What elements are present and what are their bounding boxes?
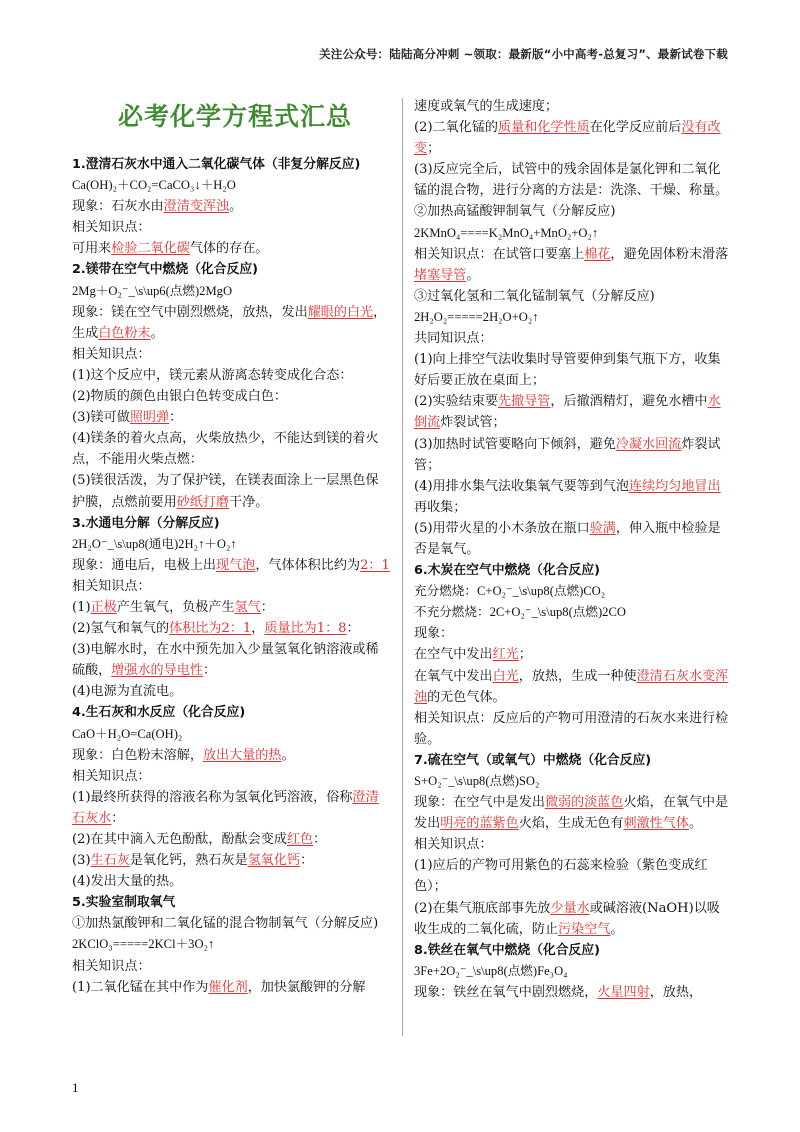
text-segment: (3)电解水时，在水中预先加入少量氢氧化钠溶液或稀硫酸， xyxy=(72,642,379,679)
equation-line xyxy=(414,602,732,623)
highlight-text: 增强水的导电性 xyxy=(111,663,203,679)
text-segment: ③过氧化氢和二氧化锰制氧气（分解反应) xyxy=(414,288,655,304)
section-heading xyxy=(414,560,732,581)
highlight-text: 2：1 xyxy=(360,557,390,573)
highlight-text: 白光 xyxy=(492,668,519,684)
text-segment: 现象：石灰水由 xyxy=(72,199,164,215)
text-line xyxy=(414,982,732,1003)
text-segment: (2)物质的颜色由银白色转变成白色： xyxy=(72,389,287,405)
text-segment: 相关知识点： xyxy=(72,578,151,594)
text-segment: 相关知识点： xyxy=(72,768,151,784)
highlight-text: 冷凝水回流 xyxy=(615,436,682,452)
highlight-text: 红色 xyxy=(286,832,314,847)
text-segment: 炸裂试管； xyxy=(414,436,721,473)
text-line xyxy=(414,391,732,433)
text-segment: 。 xyxy=(466,267,480,283)
highlight-text: 堵塞导管 xyxy=(414,267,467,283)
text-segment: (2)在集气瓶底部事先放 xyxy=(414,900,551,916)
text-line xyxy=(72,217,390,238)
text-segment: (1)最终所获得的溶液名称为氢氧化钙溶液，俗称 xyxy=(72,789,353,805)
text-line xyxy=(72,344,390,365)
text-line xyxy=(72,302,390,344)
text-segment: 相关知识点： xyxy=(414,837,493,853)
highlight-text: 红光 xyxy=(492,647,519,663)
section-heading xyxy=(72,892,390,913)
text-segment: 1.澄清石灰水中通入二氧化碳气体（非复分解反应) xyxy=(72,157,361,172)
text-segment: (5)镁很活泼，为了保护镁，在镁表面涂上一层黑色保护膜，点燃前要用 xyxy=(72,473,379,510)
text-segment: 在化学反应前后 xyxy=(589,120,682,136)
section-heading xyxy=(72,513,390,534)
text-segment: 4.生石灰和水反应（化合反应) xyxy=(72,705,246,721)
equation-line xyxy=(414,223,732,244)
text-segment: (2)在其中滴入无色酚酞，酚酞会变成 xyxy=(72,832,287,847)
text-segment: ： xyxy=(300,853,314,869)
text-segment: (3)加热时试管要略向下倾斜，避免 xyxy=(414,436,616,452)
page-number: 1 xyxy=(72,1080,79,1095)
text-segment: ， xyxy=(251,621,265,637)
left-content xyxy=(72,154,390,998)
highlight-text: 正极 xyxy=(90,599,117,615)
text-segment: (1)向上排空气法收集时导管要伸到集气瓶下方，收集好后要正放在桌面上； xyxy=(414,352,721,389)
text-line xyxy=(72,639,390,681)
text-segment: ； xyxy=(518,647,532,663)
text-segment: 现象： xyxy=(414,626,454,642)
text-line xyxy=(72,428,390,470)
text-segment: 相关知识点： xyxy=(72,958,151,974)
text-segment: ： xyxy=(346,621,360,637)
highlight-text: 火星四射 xyxy=(597,984,650,1000)
equation-line xyxy=(72,724,390,745)
text-segment: ： xyxy=(313,832,327,847)
text-segment: ，避免固体粉末滑落 xyxy=(610,246,729,262)
text-segment: ： xyxy=(169,410,183,426)
text-segment: 8.铁丝在氧气中燃烧（化合反应) xyxy=(414,942,600,958)
text-segment: (1) xyxy=(72,599,91,615)
text-segment: 2.镁带在空气中燃烧（化合反应) xyxy=(72,262,258,278)
equation-line xyxy=(414,961,732,982)
text-segment: ： xyxy=(202,663,217,679)
text-segment: (4)电源为直流电。 xyxy=(72,684,183,700)
equation-line xyxy=(72,534,390,555)
text-segment: (1)这个反应中，镁元素从游离态转变成化合态： xyxy=(72,367,353,383)
text-segment: ，放热， xyxy=(649,984,703,1000)
highlight-text: 氢氧化钙 xyxy=(247,853,301,869)
column-divider xyxy=(402,98,403,1036)
text-segment: 在空气中发出 xyxy=(414,647,493,663)
highlight-text: 质量比为1：8 xyxy=(264,621,347,637)
text-line xyxy=(414,898,732,940)
text-segment: 炸裂试管； xyxy=(440,415,506,431)
text-segment: ，伸入瓶中检验是否是氧气。 xyxy=(414,520,721,557)
text-line xyxy=(414,244,732,286)
highlight-text: 白色粉末 xyxy=(98,325,151,341)
text-segment: 。 xyxy=(229,199,243,215)
text-segment: 共同知识点： xyxy=(414,331,493,347)
text-segment: (4)发出大量的热。 xyxy=(72,874,183,890)
text-line xyxy=(72,618,390,639)
text-segment: (3)镁可做 xyxy=(72,410,130,426)
text-segment: 气体的存在。 xyxy=(189,241,269,257)
equation-line xyxy=(72,934,390,955)
highlight-text: 耀眼的白光 xyxy=(307,304,374,320)
highlight-text: 少量水 xyxy=(550,900,590,916)
text-segment: ； xyxy=(427,141,441,157)
text-segment: ①加热氯酸钾和二氧化锰的混合物制氧气（分解反应) xyxy=(72,916,379,932)
text-segment: 相关知识点： xyxy=(72,346,151,362)
highlight-text: 生石灰 xyxy=(90,853,130,869)
text-segment: 现象：通电后，电极上出 xyxy=(72,557,217,573)
text-line xyxy=(72,829,390,850)
highlight-text: 连续均匀地冒出 xyxy=(628,478,721,494)
text-segment: (4)镁条的着火点高，火柴放热少，不能达到镁的着火点，不能用火柴点燃： xyxy=(72,431,379,468)
text-line xyxy=(414,159,732,201)
text-line xyxy=(72,576,390,597)
text-line xyxy=(72,407,390,428)
text-line xyxy=(414,644,732,665)
text-segment: 或碱溶液(NaOH)以吸收生成的二氧化硫，防止 xyxy=(414,900,720,937)
text-segment: (2)实验结束要 xyxy=(414,394,499,410)
text-segment: ，气体体积比约为 xyxy=(255,557,361,573)
text-line xyxy=(414,286,732,307)
page-title: 必考化学方程式汇总 xyxy=(118,102,353,131)
equation-line xyxy=(72,175,390,196)
text-segment: 现象：白色粉末溶解， xyxy=(72,747,203,763)
text-line xyxy=(414,434,732,476)
text-segment: 2KMnO₄====K₂MnO₄+MnO₂+O₂↑ xyxy=(414,225,599,240)
text-line xyxy=(72,681,390,702)
text-segment: 可用来 xyxy=(72,241,112,257)
left-column xyxy=(72,96,390,998)
text-segment: 是氧化钙，熟石灰是 xyxy=(129,853,248,869)
highlight-text: 澄清石灰水变浑浊 xyxy=(414,668,729,705)
section-heading xyxy=(414,940,732,961)
text-segment: 相关知识点：反应后的产物可用澄清的石灰水来进行检验。 xyxy=(414,710,729,747)
text-line xyxy=(414,792,732,834)
text-segment: (1)应后的产物可用紫色的石蕊来检验（紫色变成红色）； xyxy=(414,858,708,895)
highlight-text: 砂纸打磨 xyxy=(176,494,230,510)
text-segment: 火焰，生成无色有 xyxy=(518,816,624,832)
text-segment: 2H₂O⁻_\s\up8(通电)2H₂↑＋O₂↑ xyxy=(72,536,237,551)
text-segment: 3.水通电分解（分解反应) xyxy=(72,515,220,531)
section-heading xyxy=(72,259,390,280)
text-segment: 再收集； xyxy=(414,499,467,515)
text-segment: (4)用排水集气法收集氧气要等到气泡 xyxy=(414,478,629,494)
text-line xyxy=(72,386,390,407)
text-segment: 现象：铁丝在氧气中剧烈燃烧， xyxy=(414,984,598,1000)
text-segment: 6.木炭在空气中燃烧（化合反应) xyxy=(414,563,600,579)
text-segment: 3Fe+2O₂⁻_\s\up8(点燃)Fe₃O₄ xyxy=(414,963,568,978)
text-segment: 2Mg＋O₂⁻_\s\up6(点燃)2MgO xyxy=(72,283,233,298)
text-line xyxy=(414,623,732,644)
highlight-text: 质量和化学性质 xyxy=(498,120,590,136)
text-segment: (1)二氧化锰在其中作为 xyxy=(72,979,209,995)
highlight-text: 水倒流 xyxy=(414,394,721,431)
text-segment: 。 xyxy=(281,747,295,763)
text-line xyxy=(414,476,732,518)
text-segment: 2KClO₃=====2KCl＋3O₂↑ xyxy=(72,937,215,952)
highlight-text: 没有改变 xyxy=(414,120,721,157)
text-segment: 5.实验室制取氧气 xyxy=(72,895,176,911)
equation-line xyxy=(414,771,732,792)
highlight-text: 澄清石灰水 xyxy=(72,789,379,826)
section-heading xyxy=(72,154,390,175)
text-line xyxy=(72,238,390,259)
highlight-text: 棉花 xyxy=(584,246,611,262)
text-line xyxy=(72,977,390,998)
text-line xyxy=(72,745,390,766)
text-segment: 相关知识点：在试管口要塞上 xyxy=(414,246,585,262)
text-segment: 火焰，在氧气中是发出 xyxy=(414,795,729,832)
text-segment: (3)反应完全后，试管中的残余固体是氯化钾和二氧化锰的混合物，进行分离的方法是：洗涤、干燥、称量。 xyxy=(414,162,729,199)
text-segment: ，生成 xyxy=(72,304,387,341)
equation-line xyxy=(414,307,732,328)
highlight-text: 刺激性气体 xyxy=(623,816,689,832)
highlight-text: 照明弹 xyxy=(129,410,170,426)
text-segment: ，后撤酒精灯，避免水槽中 xyxy=(550,394,708,410)
text-segment: 产生氧气，负极产生 xyxy=(116,599,235,615)
text-segment: 不充分燃烧：2C+O₂⁻_\s\up8(点燃)2CO xyxy=(414,605,626,620)
text-segment: 7.硫在空气（或氧气）中燃烧（化合反应) xyxy=(414,752,652,768)
text-line xyxy=(414,834,732,855)
highlight-text: 现气泡 xyxy=(216,557,256,573)
text-line xyxy=(72,913,390,934)
text-segment: 。 xyxy=(150,325,164,341)
text-line xyxy=(72,597,390,618)
page-header: 关注公众号：陆陆高分冲刺 ~领取：最新版“小中高考-总复习”、最新试卷下载 xyxy=(319,47,728,61)
text-segment: (2)二氧化锰的 xyxy=(414,120,499,136)
text-segment: 的无色气体。 xyxy=(427,689,506,705)
text-segment: (5)用带火星的小木条放在瓶口 xyxy=(414,520,590,536)
text-segment: ，放热，生成一种使 xyxy=(518,668,637,684)
text-line xyxy=(72,871,390,892)
text-segment: 在氧气中发出 xyxy=(414,668,493,684)
text-segment: ： xyxy=(260,599,274,615)
text-line xyxy=(72,470,390,512)
text-line xyxy=(414,328,732,349)
text-segment: ②加热高锰酸钾制氧气（分解反应) xyxy=(414,204,616,220)
text-line xyxy=(414,518,732,560)
text-segment: 现象：镁在空气中剧烈燃烧，放热，发出 xyxy=(72,304,308,320)
text-line xyxy=(72,555,390,576)
text-line xyxy=(414,201,732,222)
text-segment: 。 xyxy=(610,921,624,937)
equation-line xyxy=(414,581,732,602)
text-line xyxy=(72,787,390,829)
text-line xyxy=(414,666,732,708)
text-line xyxy=(72,850,390,871)
text-segment: 速度或氧气的生成速度； xyxy=(414,99,559,114)
text-segment: ： xyxy=(111,810,125,826)
highlight-text: 放出大量的热 xyxy=(202,747,282,763)
text-segment: (3) xyxy=(72,853,91,869)
text-segment: 。 xyxy=(688,816,703,832)
text-segment: Ca(OH)₂＋CO₂=CaCO₃↓＋H₂O xyxy=(72,178,236,193)
highlight-text: 检验二氧化碳 xyxy=(111,241,190,257)
highlight-text: 体积比为2：1 xyxy=(169,621,252,637)
highlight-text: 先撤导管 xyxy=(498,394,551,410)
equation-line xyxy=(72,281,390,302)
text-segment: 充分燃烧：C+O₂⁻_\s\up8(点燃)CO₂ xyxy=(414,584,606,599)
highlight-text: 微弱的淡蓝色 xyxy=(544,795,624,811)
text-segment: (2)氢气和氧气的 xyxy=(72,621,170,637)
text-line xyxy=(72,956,390,977)
section-heading xyxy=(72,702,390,723)
highlight-text: 澄清变浑浊 xyxy=(163,199,230,215)
text-line xyxy=(414,708,732,750)
text-line xyxy=(414,855,732,897)
text-segment: ，加快氯酸钾的分解 xyxy=(247,979,366,995)
text-line xyxy=(72,365,390,386)
text-line xyxy=(414,117,732,159)
highlight-text: 明亮的蓝紫色 xyxy=(440,816,519,832)
text-line xyxy=(72,196,390,217)
text-segment: 干净。 xyxy=(229,494,269,510)
text-segment: S+O₂⁻_\s\up8(点燃)SO₂ xyxy=(414,774,540,788)
text-segment: 相关知识点： xyxy=(72,220,151,236)
text-segment: 现象：在空气中是发出 xyxy=(414,795,545,811)
section-heading xyxy=(414,750,732,771)
text-segment: CaO＋H₂O=Ca(OH)₂ xyxy=(72,726,183,741)
right-content xyxy=(414,96,732,1003)
highlight-text: 氢气 xyxy=(234,599,261,615)
text-line xyxy=(72,766,390,787)
text-line xyxy=(414,349,732,391)
text-segment: 2H₂O₂=====2H₂O+O₂↑ xyxy=(414,309,539,324)
text-line xyxy=(414,96,732,117)
highlight-text: 催化剂 xyxy=(208,979,248,995)
highlight-text: 验满 xyxy=(589,520,616,536)
highlight-text: 污染空气 xyxy=(558,921,611,937)
right-column xyxy=(414,96,732,1003)
